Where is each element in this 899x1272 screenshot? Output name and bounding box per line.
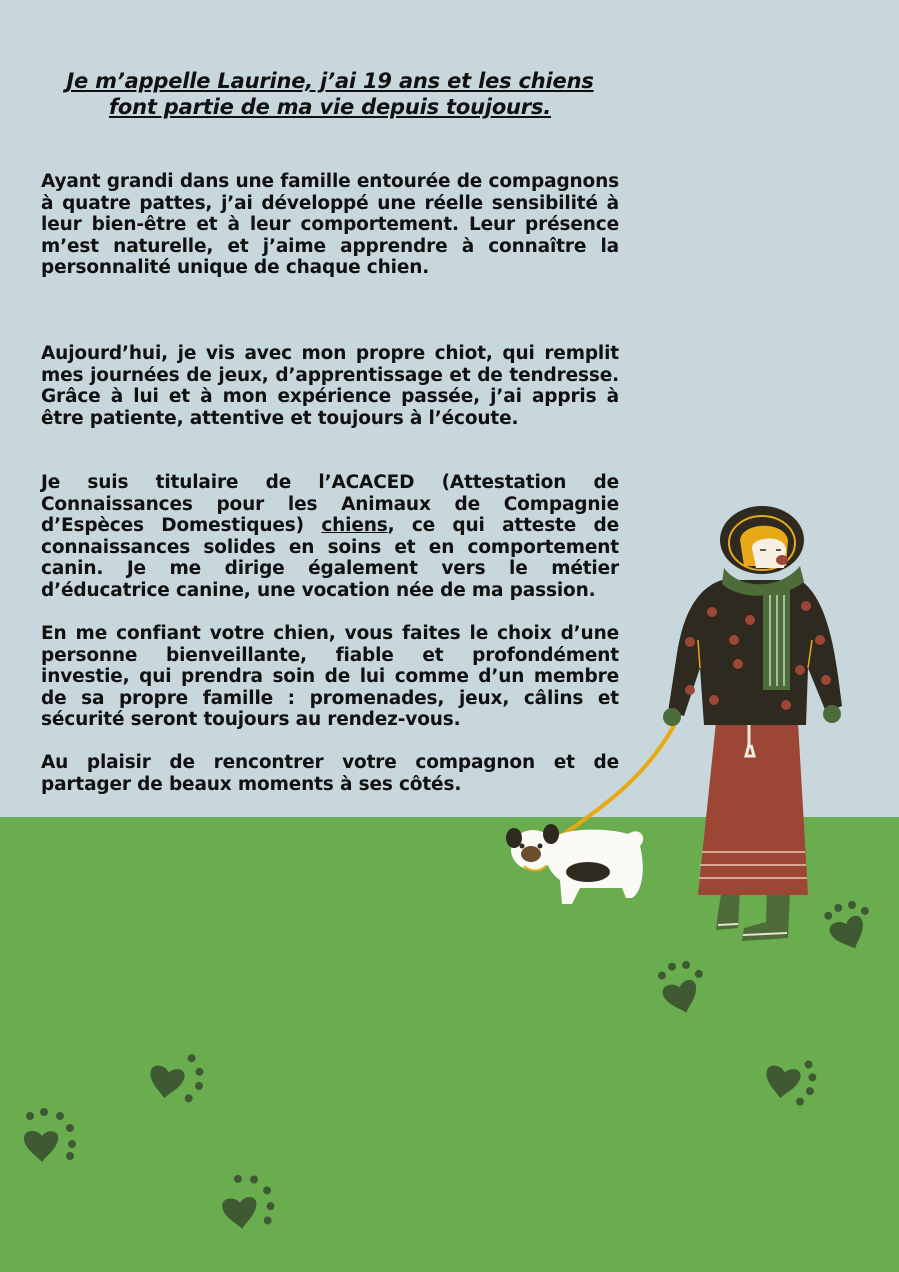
paw-print-icon [760, 1046, 826, 1110]
paragraph-trust: En me confiant votre chien, vous faites le choix d’une personne bienveillante, fiable et profondément investie, qui prendra soin de lui comme d’un membre de sa propre famille : promenades, jeux, câlins et sécurité seront toujours au rendez-vous. [41, 623, 619, 730]
paw-print-icon [144, 1046, 210, 1110]
acaced-text-end: , ce qui atteste de connaissances solides en soins et en comportement canin. Je me dirige également vers le métier d’éducatrice canine, une vocation née de ma passion. [41, 515, 619, 601]
paragraph-closing: Au plaisir de rencontrer votre compagnon et de partager de beaux moments à ses côtés. [41, 752, 619, 795]
paragraph-childhood: Ayant grandi dans une famille entourée de compagnons à quatre pattes, j’ai développé une réelle sensibilité à leur bien-être et à leur comportement. Leur présence m’est naturelle, et j’aime apprendre à connaître la personnalité unique de chaque chien. [41, 171, 619, 278]
paw-print-icon [216, 1170, 282, 1234]
paragraph-acaced [41, 472, 619, 601]
paw-print-icon [820, 896, 886, 960]
page-title [40, 68, 620, 120]
title-line-2: font partie de ma vie depuis toujours. [108, 95, 552, 119]
paw-print-icon [20, 1104, 86, 1168]
acaced-text-start: Je suis titulaire de l’ACACED (Attestation de Connaissances pour les Animaux de Compagnie d’Espèces Domestiques) [41, 472, 619, 536]
title-line-1: Je m’appelle Laurine, j’ai 19 ans et les chiens [66, 69, 594, 93]
chiens-link[interactable]: chiens [321, 515, 388, 536]
paragraph-puppy: Aujourd’hui, je vis avec mon propre chiot, qui remplit mes journées de jeux, d’apprentissage et de tendresse. Grâce à lui et à mon expérience passée, j’ai appris à être patiente, attentive et toujours à l’écoute. [41, 343, 619, 429]
paw-print-icon [652, 956, 718, 1020]
grass-background [0, 817, 899, 1272]
